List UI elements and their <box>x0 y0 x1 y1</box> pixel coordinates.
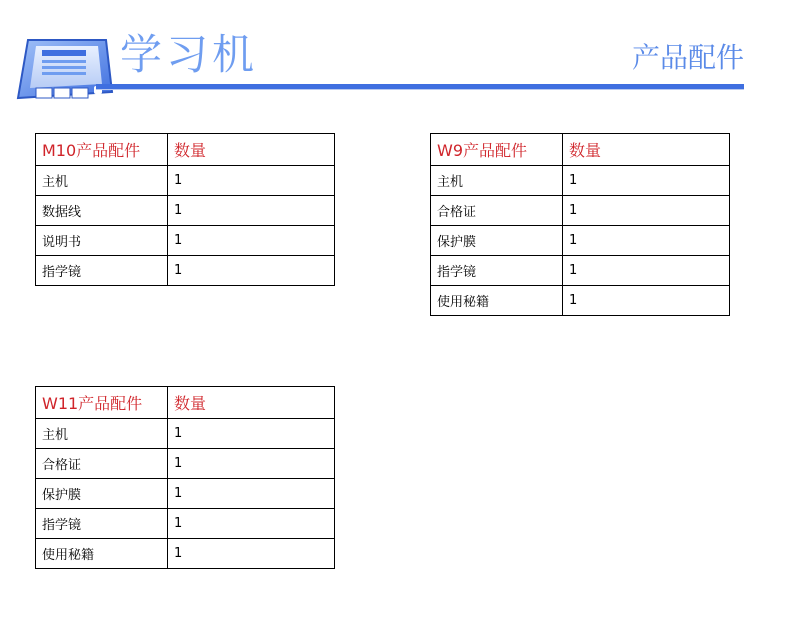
quantity-cell: 1 <box>563 286 730 316</box>
part-name-cell: 保护膜 <box>431 226 563 256</box>
table-row <box>36 449 335 479</box>
table-row <box>36 196 335 226</box>
table-row <box>36 419 335 449</box>
w9-parts-table <box>430 133 730 316</box>
part-name-cell: 使用秘籍 <box>36 539 168 569</box>
table-header-row <box>36 387 335 419</box>
table-row <box>36 539 335 569</box>
column-header-quantity: 数量 <box>168 134 335 166</box>
part-name-cell: 说明书 <box>36 226 168 256</box>
quantity-cell: 1 <box>168 226 335 256</box>
column-header-part: W11产品配件 <box>36 387 168 419</box>
quantity-cell: 1 <box>168 509 335 539</box>
table-row <box>431 166 730 196</box>
part-name-cell: 主机 <box>36 419 168 449</box>
quantity-cell: 1 <box>168 479 335 509</box>
part-name-cell: 合格证 <box>36 449 168 479</box>
part-name-cell: 数据线 <box>36 196 168 226</box>
column-header-part: W9产品配件 <box>431 134 563 166</box>
table-row <box>431 286 730 316</box>
quantity-cell: 1 <box>168 256 335 286</box>
part-name-cell: 主机 <box>431 166 563 196</box>
part-name-cell: 合格证 <box>431 196 563 226</box>
table-row <box>36 509 335 539</box>
table-row <box>36 256 335 286</box>
header-section-title: 产品配件 <box>631 41 744 74</box>
quantity-cell: 1 <box>563 226 730 256</box>
quantity-cell: 1 <box>563 196 730 226</box>
part-name-cell: 指学镜 <box>431 256 563 286</box>
quantity-cell: 1 <box>168 419 335 449</box>
table-row <box>431 226 730 256</box>
table-header-row <box>36 134 335 166</box>
quantity-cell: 1 <box>563 166 730 196</box>
header-divider-shadow <box>96 89 744 90</box>
table-row <box>431 256 730 286</box>
page-header <box>0 0 790 110</box>
quantity-cell: 1 <box>563 256 730 286</box>
column-header-quantity: 数量 <box>168 387 335 419</box>
table-row <box>36 479 335 509</box>
page-title: 学习机 <box>120 30 259 79</box>
column-header-part: M10产品配件 <box>36 134 168 166</box>
tablet-icon <box>14 36 114 104</box>
table-row <box>431 196 730 226</box>
part-name-cell: 保护膜 <box>36 479 168 509</box>
quantity-cell: 1 <box>168 449 335 479</box>
quantity-cell: 1 <box>168 539 335 569</box>
w11-parts-table <box>35 386 335 569</box>
part-name-cell: 指学镜 <box>36 509 168 539</box>
column-header-quantity: 数量 <box>563 134 730 166</box>
table-row <box>36 226 335 256</box>
table-row <box>36 166 335 196</box>
part-name-cell: 指学镜 <box>36 256 168 286</box>
quantity-cell: 1 <box>168 196 335 226</box>
part-name-cell: 主机 <box>36 166 168 196</box>
part-name-cell: 使用秘籍 <box>431 286 563 316</box>
table-header-row <box>431 134 730 166</box>
m10-parts-table <box>35 133 335 286</box>
quantity-cell: 1 <box>168 166 335 196</box>
